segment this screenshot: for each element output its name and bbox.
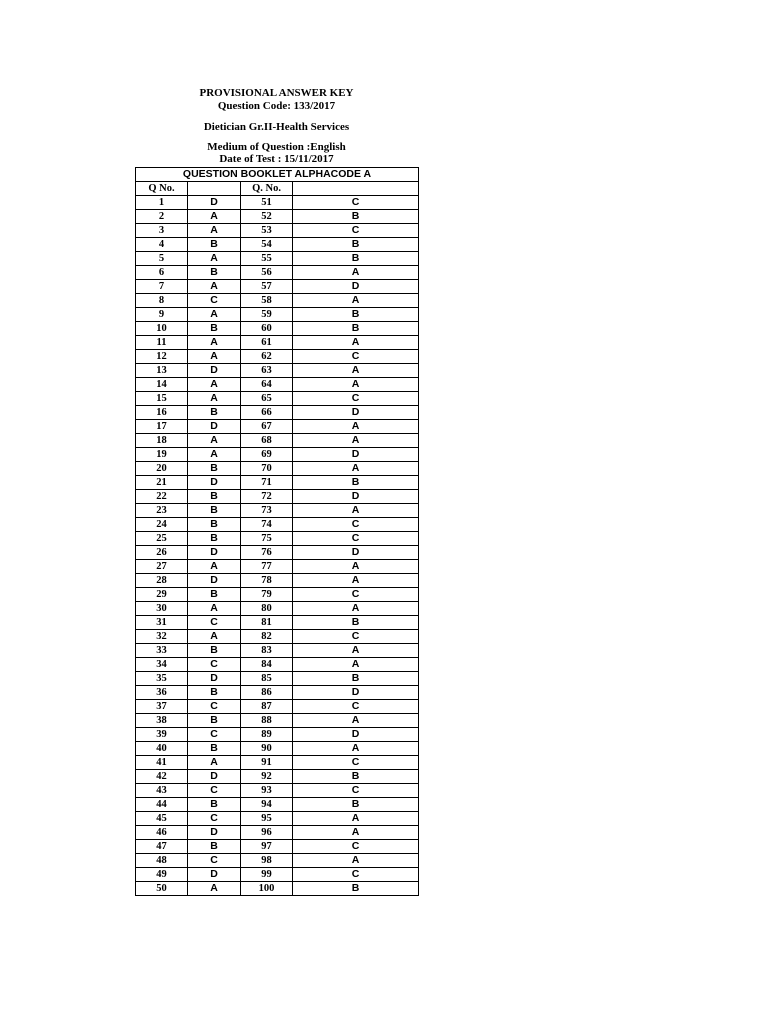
- left-answer: D: [188, 770, 241, 784]
- left-answer: D: [188, 868, 241, 882]
- right-answer: D: [293, 280, 419, 294]
- left-question-number: 6: [136, 266, 188, 280]
- right-answer: A: [293, 812, 419, 826]
- right-question-number: 67: [241, 420, 293, 434]
- right-question-number: 83: [241, 644, 293, 658]
- table-row: [136, 840, 419, 854]
- right-answer: C: [293, 224, 419, 238]
- left-question-number: 39: [136, 728, 188, 742]
- left-question-number: 4: [136, 238, 188, 252]
- answer-key-table: [135, 167, 419, 896]
- left-answer: B: [188, 266, 241, 280]
- right-question-number: 70: [241, 462, 293, 476]
- left-question-number: 22: [136, 490, 188, 504]
- right-question-number: 53: [241, 224, 293, 238]
- left-answer: D: [188, 826, 241, 840]
- right-question-number: 69: [241, 448, 293, 462]
- table-row: [136, 644, 419, 658]
- left-question-number: 10: [136, 322, 188, 336]
- table-row: [136, 630, 419, 644]
- table-row: [136, 574, 419, 588]
- left-answer: A: [188, 560, 241, 574]
- table-row: [136, 420, 419, 434]
- right-question-number: 93: [241, 784, 293, 798]
- table-row: [136, 714, 419, 728]
- right-answer: D: [293, 490, 419, 504]
- right-question-number: 76: [241, 546, 293, 560]
- right-question-number: 51: [241, 196, 293, 210]
- left-question-number: 30: [136, 602, 188, 616]
- left-answer: A: [188, 448, 241, 462]
- right-question-number: 92: [241, 770, 293, 784]
- right-question-number: 68: [241, 434, 293, 448]
- date-of-test: Date of Test : 15/11/2017: [219, 153, 334, 165]
- left-question-number: 48: [136, 854, 188, 868]
- table-row: [136, 700, 419, 714]
- right-question-number: 65: [241, 392, 293, 406]
- right-question-number: 90: [241, 742, 293, 756]
- left-question-number: 7: [136, 280, 188, 294]
- right-answer: A: [293, 854, 419, 868]
- right-answer-header: [293, 182, 419, 196]
- right-answer: B: [293, 672, 419, 686]
- left-question-number: 21: [136, 476, 188, 490]
- right-question-number: 81: [241, 616, 293, 630]
- table-row: [136, 882, 419, 896]
- left-answer: A: [188, 756, 241, 770]
- left-question-number: 42: [136, 770, 188, 784]
- right-answer: A: [293, 462, 419, 476]
- right-answer: C: [293, 588, 419, 602]
- left-qno-header: Q No.: [136, 182, 188, 196]
- table-row: [136, 560, 419, 574]
- right-answer: C: [293, 630, 419, 644]
- right-answer: C: [293, 518, 419, 532]
- table-row: [136, 518, 419, 532]
- left-answer: A: [188, 224, 241, 238]
- left-question-number: 23: [136, 504, 188, 518]
- left-question-number: 26: [136, 546, 188, 560]
- left-answer: C: [188, 658, 241, 672]
- left-answer: B: [188, 840, 241, 854]
- right-answer: B: [293, 238, 419, 252]
- left-answer: B: [188, 238, 241, 252]
- right-answer: D: [293, 448, 419, 462]
- left-answer: A: [188, 308, 241, 322]
- left-question-number: 40: [136, 742, 188, 756]
- table-row: [136, 756, 419, 770]
- left-answer: A: [188, 882, 241, 896]
- left-answer: A: [188, 392, 241, 406]
- right-question-number: 94: [241, 798, 293, 812]
- right-answer: D: [293, 406, 419, 420]
- right-answer: A: [293, 420, 419, 434]
- right-answer: A: [293, 602, 419, 616]
- table-row: [136, 532, 419, 546]
- right-answer: A: [293, 336, 419, 350]
- left-answer: B: [188, 798, 241, 812]
- right-question-number: 71: [241, 476, 293, 490]
- left-question-number: 8: [136, 294, 188, 308]
- table-row: [136, 322, 419, 336]
- left-answer: B: [188, 532, 241, 546]
- table-header-row: [136, 182, 419, 196]
- right-question-number: 66: [241, 406, 293, 420]
- left-question-number: 14: [136, 378, 188, 392]
- left-question-number: 34: [136, 658, 188, 672]
- left-answer: C: [188, 728, 241, 742]
- left-answer: B: [188, 504, 241, 518]
- table-row: [136, 770, 419, 784]
- right-question-number: 87: [241, 700, 293, 714]
- table-row: [136, 476, 419, 490]
- right-question-number: 88: [241, 714, 293, 728]
- table-row: [136, 798, 419, 812]
- right-answer: D: [293, 546, 419, 560]
- left-question-number: 33: [136, 644, 188, 658]
- right-question-number: 60: [241, 322, 293, 336]
- left-question-number: 25: [136, 532, 188, 546]
- right-answer: A: [293, 826, 419, 840]
- left-answer: A: [188, 336, 241, 350]
- left-question-number: 11: [136, 336, 188, 350]
- right-answer: C: [293, 350, 419, 364]
- left-question-number: 31: [136, 616, 188, 630]
- right-question-number: 95: [241, 812, 293, 826]
- left-answer: B: [188, 714, 241, 728]
- left-answer: D: [188, 546, 241, 560]
- left-question-number: 13: [136, 364, 188, 378]
- table-row: [136, 868, 419, 882]
- right-answer: A: [293, 574, 419, 588]
- right-question-number: 55: [241, 252, 293, 266]
- table-row: [136, 490, 419, 504]
- left-question-number: 3: [136, 224, 188, 238]
- medium-of-question: Medium of Question :English: [207, 141, 346, 153]
- question-code: Question Code: 133/2017: [217, 100, 336, 112]
- left-question-number: 20: [136, 462, 188, 476]
- right-answer: B: [293, 882, 419, 896]
- left-answer: C: [188, 700, 241, 714]
- right-answer: A: [293, 742, 419, 756]
- left-question-number: 44: [136, 798, 188, 812]
- post-name: Dietician Gr.II-Health Services: [203, 121, 350, 133]
- left-answer: B: [188, 644, 241, 658]
- right-answer: A: [293, 560, 419, 574]
- table-row: [136, 784, 419, 798]
- table-row: [136, 224, 419, 238]
- left-answer: B: [188, 742, 241, 756]
- left-answer: A: [188, 210, 241, 224]
- right-answer: D: [293, 728, 419, 742]
- left-question-number: 15: [136, 392, 188, 406]
- right-answer: A: [293, 266, 419, 280]
- table-row: [136, 686, 419, 700]
- right-answer: B: [293, 476, 419, 490]
- right-question-number: 75: [241, 532, 293, 546]
- left-answer: A: [188, 378, 241, 392]
- right-answer: A: [293, 504, 419, 518]
- right-answer: B: [293, 798, 419, 812]
- right-answer: B: [293, 252, 419, 266]
- left-question-number: 28: [136, 574, 188, 588]
- left-answer: D: [188, 476, 241, 490]
- right-question-number: 100: [241, 882, 293, 896]
- right-answer: A: [293, 658, 419, 672]
- right-answer: A: [293, 378, 419, 392]
- left-answer: B: [188, 490, 241, 504]
- left-answer: B: [188, 686, 241, 700]
- left-answer: D: [188, 364, 241, 378]
- left-question-number: 36: [136, 686, 188, 700]
- left-answer: A: [188, 252, 241, 266]
- left-answer: A: [188, 602, 241, 616]
- left-question-number: 50: [136, 882, 188, 896]
- table-row: [136, 238, 419, 252]
- left-question-number: 41: [136, 756, 188, 770]
- table-row: [136, 336, 419, 350]
- table-row: [136, 294, 419, 308]
- left-question-number: 2: [136, 210, 188, 224]
- table-row: [136, 448, 419, 462]
- right-question-number: 89: [241, 728, 293, 742]
- right-answer: B: [293, 770, 419, 784]
- right-question-number: 58: [241, 294, 293, 308]
- right-answer: C: [293, 700, 419, 714]
- right-question-number: 61: [241, 336, 293, 350]
- left-question-number: 45: [136, 812, 188, 826]
- left-question-number: 32: [136, 630, 188, 644]
- right-question-number: 56: [241, 266, 293, 280]
- right-answer: B: [293, 308, 419, 322]
- booklet-title: QUESTION BOOKLET ALPHACODE A: [136, 168, 419, 182]
- right-answer: B: [293, 210, 419, 224]
- left-answer: A: [188, 630, 241, 644]
- right-answer: B: [293, 322, 419, 336]
- left-answer: C: [188, 616, 241, 630]
- table-row: [136, 266, 419, 280]
- left-question-number: 17: [136, 420, 188, 434]
- left-question-number: 9: [136, 308, 188, 322]
- left-answer-header: [188, 182, 241, 196]
- left-answer: A: [188, 350, 241, 364]
- right-question-number: 86: [241, 686, 293, 700]
- right-question-number: 72: [241, 490, 293, 504]
- left-answer: D: [188, 574, 241, 588]
- left-question-number: 29: [136, 588, 188, 602]
- left-question-number: 27: [136, 560, 188, 574]
- left-question-number: 18: [136, 434, 188, 448]
- table-row: [136, 378, 419, 392]
- table-row: [136, 616, 419, 630]
- left-question-number: 46: [136, 826, 188, 840]
- right-question-number: 64: [241, 378, 293, 392]
- left-answer: B: [188, 322, 241, 336]
- answer-rows: [136, 196, 419, 896]
- right-question-number: 85: [241, 672, 293, 686]
- left-answer: C: [188, 784, 241, 798]
- table-row: [136, 196, 419, 210]
- left-question-number: 37: [136, 700, 188, 714]
- table-row: [136, 812, 419, 826]
- right-question-number: 96: [241, 826, 293, 840]
- right-question-number: 59: [241, 308, 293, 322]
- table-row: [136, 392, 419, 406]
- left-question-number: 35: [136, 672, 188, 686]
- document-title: PROVISIONAL ANSWER KEY: [199, 87, 354, 99]
- table-row: [136, 462, 419, 476]
- table-row: [136, 672, 419, 686]
- table-row: [136, 826, 419, 840]
- right-question-number: 84: [241, 658, 293, 672]
- right-question-number: 63: [241, 364, 293, 378]
- right-qno-header: Q. No.: [241, 182, 293, 196]
- table-row: [136, 350, 419, 364]
- right-answer: C: [293, 868, 419, 882]
- right-answer: A: [293, 294, 419, 308]
- table-row: [136, 364, 419, 378]
- table-row: [136, 210, 419, 224]
- right-answer: A: [293, 714, 419, 728]
- right-answer: B: [293, 616, 419, 630]
- right-question-number: 77: [241, 560, 293, 574]
- right-question-number: 98: [241, 854, 293, 868]
- left-answer: C: [188, 294, 241, 308]
- left-question-number: 24: [136, 518, 188, 532]
- right-answer: A: [293, 434, 419, 448]
- right-question-number: 99: [241, 868, 293, 882]
- left-answer: B: [188, 518, 241, 532]
- left-answer: B: [188, 588, 241, 602]
- left-question-number: 16: [136, 406, 188, 420]
- right-question-number: 78: [241, 574, 293, 588]
- left-question-number: 47: [136, 840, 188, 854]
- left-question-number: 43: [136, 784, 188, 798]
- left-question-number: 1: [136, 196, 188, 210]
- table-row: [136, 742, 419, 756]
- right-question-number: 74: [241, 518, 293, 532]
- left-answer: D: [188, 420, 241, 434]
- left-answer: A: [188, 280, 241, 294]
- right-question-number: 91: [241, 756, 293, 770]
- right-question-number: 79: [241, 588, 293, 602]
- table-row: [136, 504, 419, 518]
- table-row: [136, 252, 419, 266]
- table-row: [136, 658, 419, 672]
- right-question-number: 82: [241, 630, 293, 644]
- table-row: [136, 406, 419, 420]
- right-answer: D: [293, 686, 419, 700]
- table-row: [136, 854, 419, 868]
- table-row: [136, 602, 419, 616]
- right-answer: C: [293, 840, 419, 854]
- table-row: [136, 728, 419, 742]
- left-question-number: 38: [136, 714, 188, 728]
- left-question-number: 12: [136, 350, 188, 364]
- right-answer: C: [293, 532, 419, 546]
- right-question-number: 62: [241, 350, 293, 364]
- table-row: [136, 588, 419, 602]
- right-answer: A: [293, 364, 419, 378]
- right-answer: C: [293, 756, 419, 770]
- table-row: [136, 434, 419, 448]
- left-answer: D: [188, 196, 241, 210]
- right-question-number: 54: [241, 238, 293, 252]
- left-question-number: 49: [136, 868, 188, 882]
- left-answer: B: [188, 462, 241, 476]
- left-question-number: 5: [136, 252, 188, 266]
- right-question-number: 97: [241, 840, 293, 854]
- right-answer: C: [293, 196, 419, 210]
- right-question-number: 52: [241, 210, 293, 224]
- left-answer: C: [188, 854, 241, 868]
- right-answer: C: [293, 784, 419, 798]
- right-question-number: 73: [241, 504, 293, 518]
- table-title-row: [136, 168, 419, 182]
- right-answer: A: [293, 644, 419, 658]
- table-row: [136, 546, 419, 560]
- left-answer: D: [188, 672, 241, 686]
- table-row: [136, 280, 419, 294]
- table-row: [136, 308, 419, 322]
- left-answer: A: [188, 434, 241, 448]
- right-question-number: 57: [241, 280, 293, 294]
- left-answer: B: [188, 406, 241, 420]
- left-answer: C: [188, 812, 241, 826]
- right-question-number: 80: [241, 602, 293, 616]
- right-answer: C: [293, 392, 419, 406]
- left-question-number: 19: [136, 448, 188, 462]
